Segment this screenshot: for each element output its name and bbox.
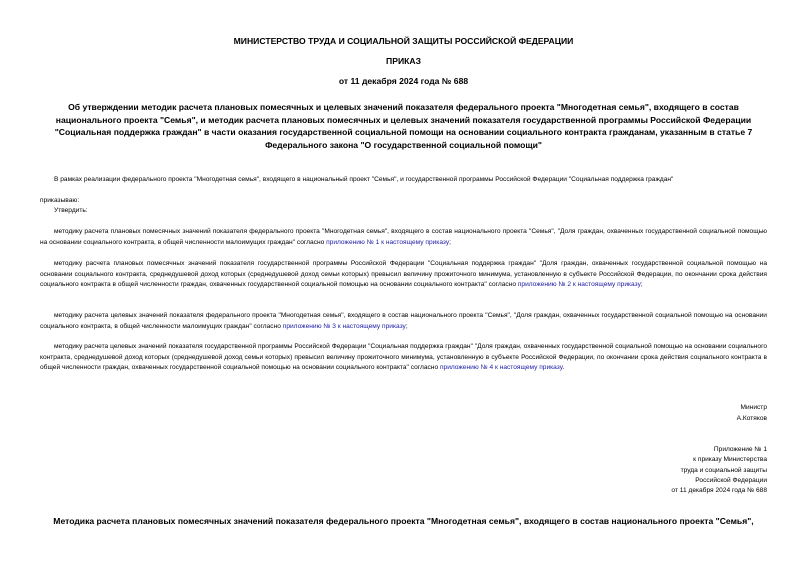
method-item-4 (40, 342, 767, 374)
appendix-line: Приложение № 1 (713, 446, 767, 453)
appendix-line: к приказу Министерства (693, 456, 767, 463)
method-item-tail: ; (449, 238, 452, 246)
doc-type-heading: ПРИКАЗ (386, 56, 421, 66)
preamble-paragraph: В рамках реализации федерального проекта "Многодетная семья", входящего в национальный проект "Семья", и государственной программы Российской Федерации "Социальная поддержка граждан" (54, 176, 674, 183)
appendix-line: Российской Федерации (695, 477, 767, 484)
order-title: Об утверждении методик расчета плановых помесячных и целевых значений показателя федерального проекта "Многодетная семья", входящего в состав национального проекта "Семья", и методик расчета плановых помесячных и целевых значений показателя государственной программы Российской Федерации "Социальная поддержка граждан" в части оказания государственной социальной помощи на основании социального контракта гражданам, указанным в статье 7 Федерального закона "О государственной социальной помощи" (54, 102, 753, 150)
method-item-1 (40, 227, 767, 248)
appendix-1-link[interactable]: приложению № 1 к настоящему приказу (326, 238, 450, 246)
method-item-text: методику расчета плановых помесячных значений показателя государственной программы Российской Федерации "Социальная поддержка граждан" "Доля граждан, охваченных государственной социальной помощью на основании социального контракта, среднедушевой доход которых (среднедушевой доход семьи которых) превысил величину прожиточного минимума, установленную в субъекте Российской Федерации, по окончании срока действия социального контракта в общей численности граждан, охваченных государственной социальной помощью на основании социального контракта" согласно (40, 260, 767, 288)
method-item-tail: . (562, 364, 565, 371)
method-title: Методика расчета плановых помесячных значений показателя федерального проекта "Многодетная семья", входящего в состав национального проекта "Семья", (53, 516, 754, 526)
method-item-tail: ; (640, 281, 643, 288)
method-item-2 (40, 259, 767, 291)
method-item-text: методику расчета плановых помесячных значений показателя федерального проекта "Многодетная семья", входящего в состав национального проекта "Семья", "Доля граждан, охваченных государственной социальной помощью на основании социального контракта, в общей численности малоимущих граждан" согласно (40, 228, 767, 246)
appendix-line: от 11 декабря 2024 года № 688 (671, 487, 767, 494)
appendix-2-link[interactable]: приложению № 2 к настоящему приказу (517, 281, 641, 288)
method-item-tail: ; (405, 322, 408, 330)
method-item-text: методику расчета целевых значений показателя федерального проекта "Многодетная семья", входящего в состав национального проекта "Семья", "Доля граждан, охваченных государственной социальной помощью на основании социального контракта, в общей численности малоимущих граждан" согласно (40, 312, 767, 330)
approve-word: Утвердить: (54, 207, 88, 214)
appendix-3-link[interactable]: приложению № 3 к настоящему приказу (282, 322, 406, 330)
method-item-3 (40, 311, 767, 332)
method-item-text: методику расчета целевых значений показателя государственной программы Российской Федерации "Социальная поддержка граждан" "Доля граждан, охваченных государственной социальной помощью на основании социального контракта, среднедушевой доход которых (среднедушевой доход семьи которых) превысил величину прожиточного минимума, установленную в субъекте Российской Федерации, по окончании срока действия социального контракта в общей численности граждан, охваченных государственной социальной помощью на основании социального контракта" согласно (40, 343, 767, 371)
signature-position: Министр (740, 404, 767, 411)
order-date-number: от 11 декабря 2024 года № 688 (338, 76, 469, 86)
signature-name: А.Котяков (736, 415, 767, 422)
order-word: приказываю: (40, 197, 80, 204)
appendix-4-link[interactable]: приложению № 4 к настоящему приказу (439, 364, 563, 371)
ministry-heading: МИНИСТЕРСТВО ТРУДА И СОЦИАЛЬНОЙ ЗАЩИТЫ РОССИЙСКОЙ ФЕДЕРАЦИИ (233, 36, 574, 46)
appendix-line: труда и социальной защиты (680, 467, 767, 474)
